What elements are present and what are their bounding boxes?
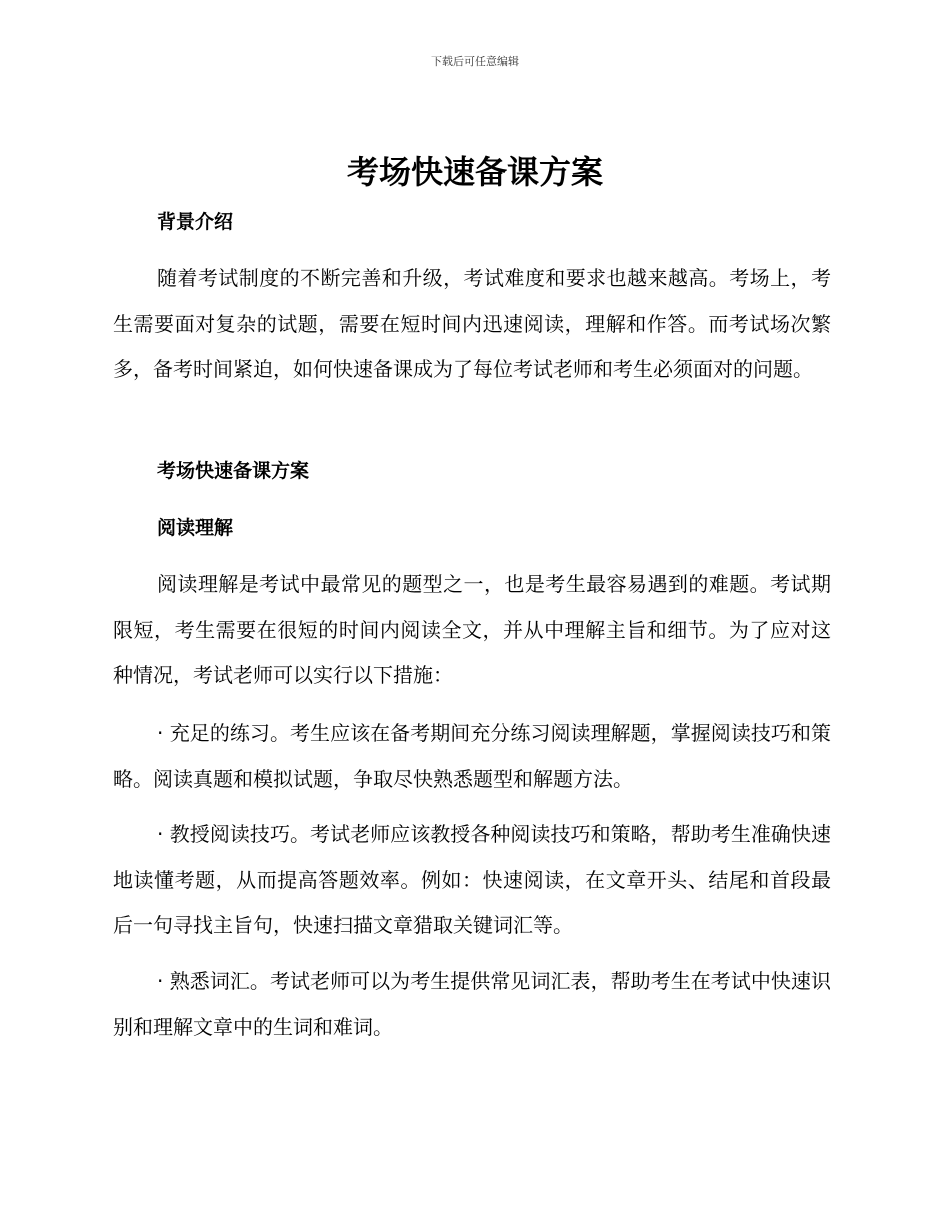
page-header-note: 下载后可任意编辑 [431, 55, 519, 68]
paragraph-background: 随着考试制度的不断完善和升级，考试难度和要求也越来越高。考场上，考生需要面对复杂的试题，需要在短时间内迅速阅读，理解和作答。而考试场次繁多，备考时间紧迫，如何快速备课成为了每位考试老师和考生必须面对的问题。 [113, 266, 831, 381]
paragraph-reading: 阅读理解是考试中最常见的题型之一，也是考生最容易遇到的难题。考试期限短，考生需要在很短的时间内阅读全文，并从中理解主旨和细节。为了应对这种情况，考试老师可以实行以下措施： [113, 572, 831, 687]
document-title: 考场快速备课方案 [346, 153, 603, 191]
section-heading-plan: 考场快速备课方案 [157, 460, 310, 482]
section-heading-reading: 阅读理解 [157, 517, 234, 539]
list-item-vocabulary: · 熟悉词汇。考试老师可以为考生提供常见词汇表，帮助考生在考试中快速识别和理解文章中的生词和难词。 [113, 969, 831, 1039]
section-heading-background: 背景介绍 [157, 211, 234, 233]
list-item-practice: · 充足的练习。考生应该在备考期间充分练习阅读理解题，掌握阅读技巧和策略。阅读真题和模拟试题，争取尽快熟悉题型和解题方法。 [113, 721, 831, 791]
list-item-reading-skills: · 教授阅读技巧。考试老师应该教授各种阅读技巧和策略，帮助考生准确快速地读懂考题，从而提高答题效率。例如：快速阅读，在文章开头、结尾和首段最后一句寻找主旨句，快速扫描文章猎取关键词汇等。 [113, 822, 831, 937]
